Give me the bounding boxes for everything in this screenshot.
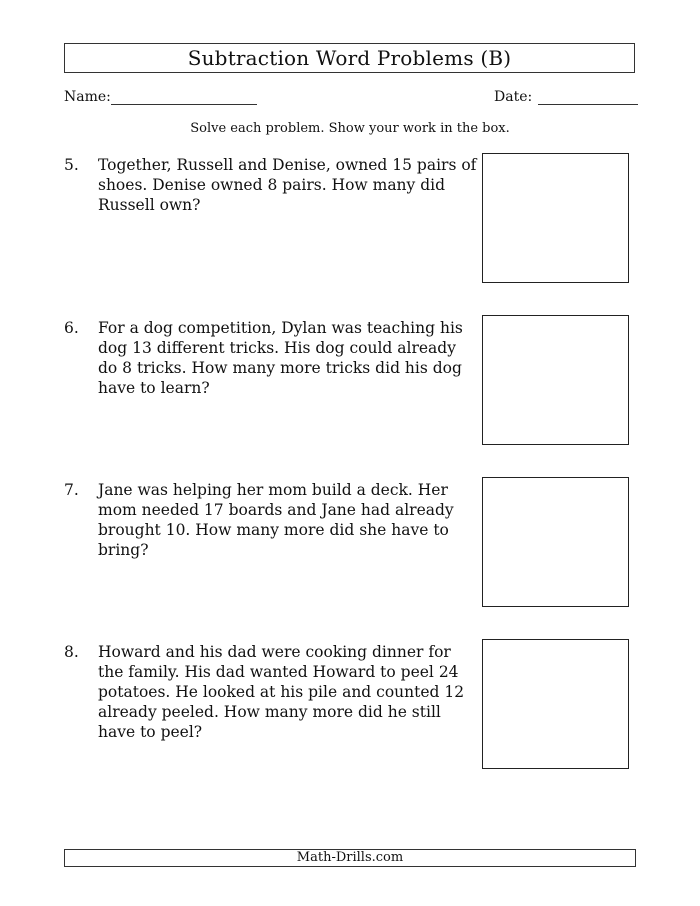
problem-number: 8. bbox=[64, 643, 79, 661]
name-label: Name: bbox=[64, 89, 111, 105]
worksheet-title: Subtraction Word Problems (B) bbox=[64, 43, 635, 73]
name-line bbox=[111, 104, 257, 105]
problem-text: For a dog competition, Dylan was teaching his dog 13 different tricks. His dog could already do 8 tricks. How many more tricks did his dog have to learn? bbox=[98, 319, 463, 397]
problem-text: Jane was helping her mom build a deck. Her mom needed 17 boards and Jane had already brought 10. How many more did she have to bring? bbox=[98, 481, 454, 559]
work-box-8 bbox=[482, 639, 629, 769]
work-box-7 bbox=[482, 477, 629, 607]
date-label: Date: bbox=[494, 89, 533, 105]
footer-site: Math-Drills.com bbox=[64, 849, 636, 867]
problem-number: 7. bbox=[64, 481, 79, 499]
instructions: Solve each problem. Show your work in the box. bbox=[190, 121, 510, 136]
problem-number: 5. bbox=[64, 156, 79, 174]
problem-number: 6. bbox=[64, 319, 79, 337]
work-box-5 bbox=[482, 153, 629, 283]
problem-text: Howard and his dad were cooking dinner for the family. His dad wanted Howard to peel 24 potatoes. He looked at his pile and counted 12 already peeled. How many more did he still have to peel? bbox=[98, 643, 465, 741]
problem-text: Together, Russell and Denise, owned 15 pairs of shoes. Denise owned 8 pairs. How many did Russell own? bbox=[98, 156, 477, 214]
date-line bbox=[538, 104, 638, 105]
work-box-6 bbox=[482, 315, 629, 445]
